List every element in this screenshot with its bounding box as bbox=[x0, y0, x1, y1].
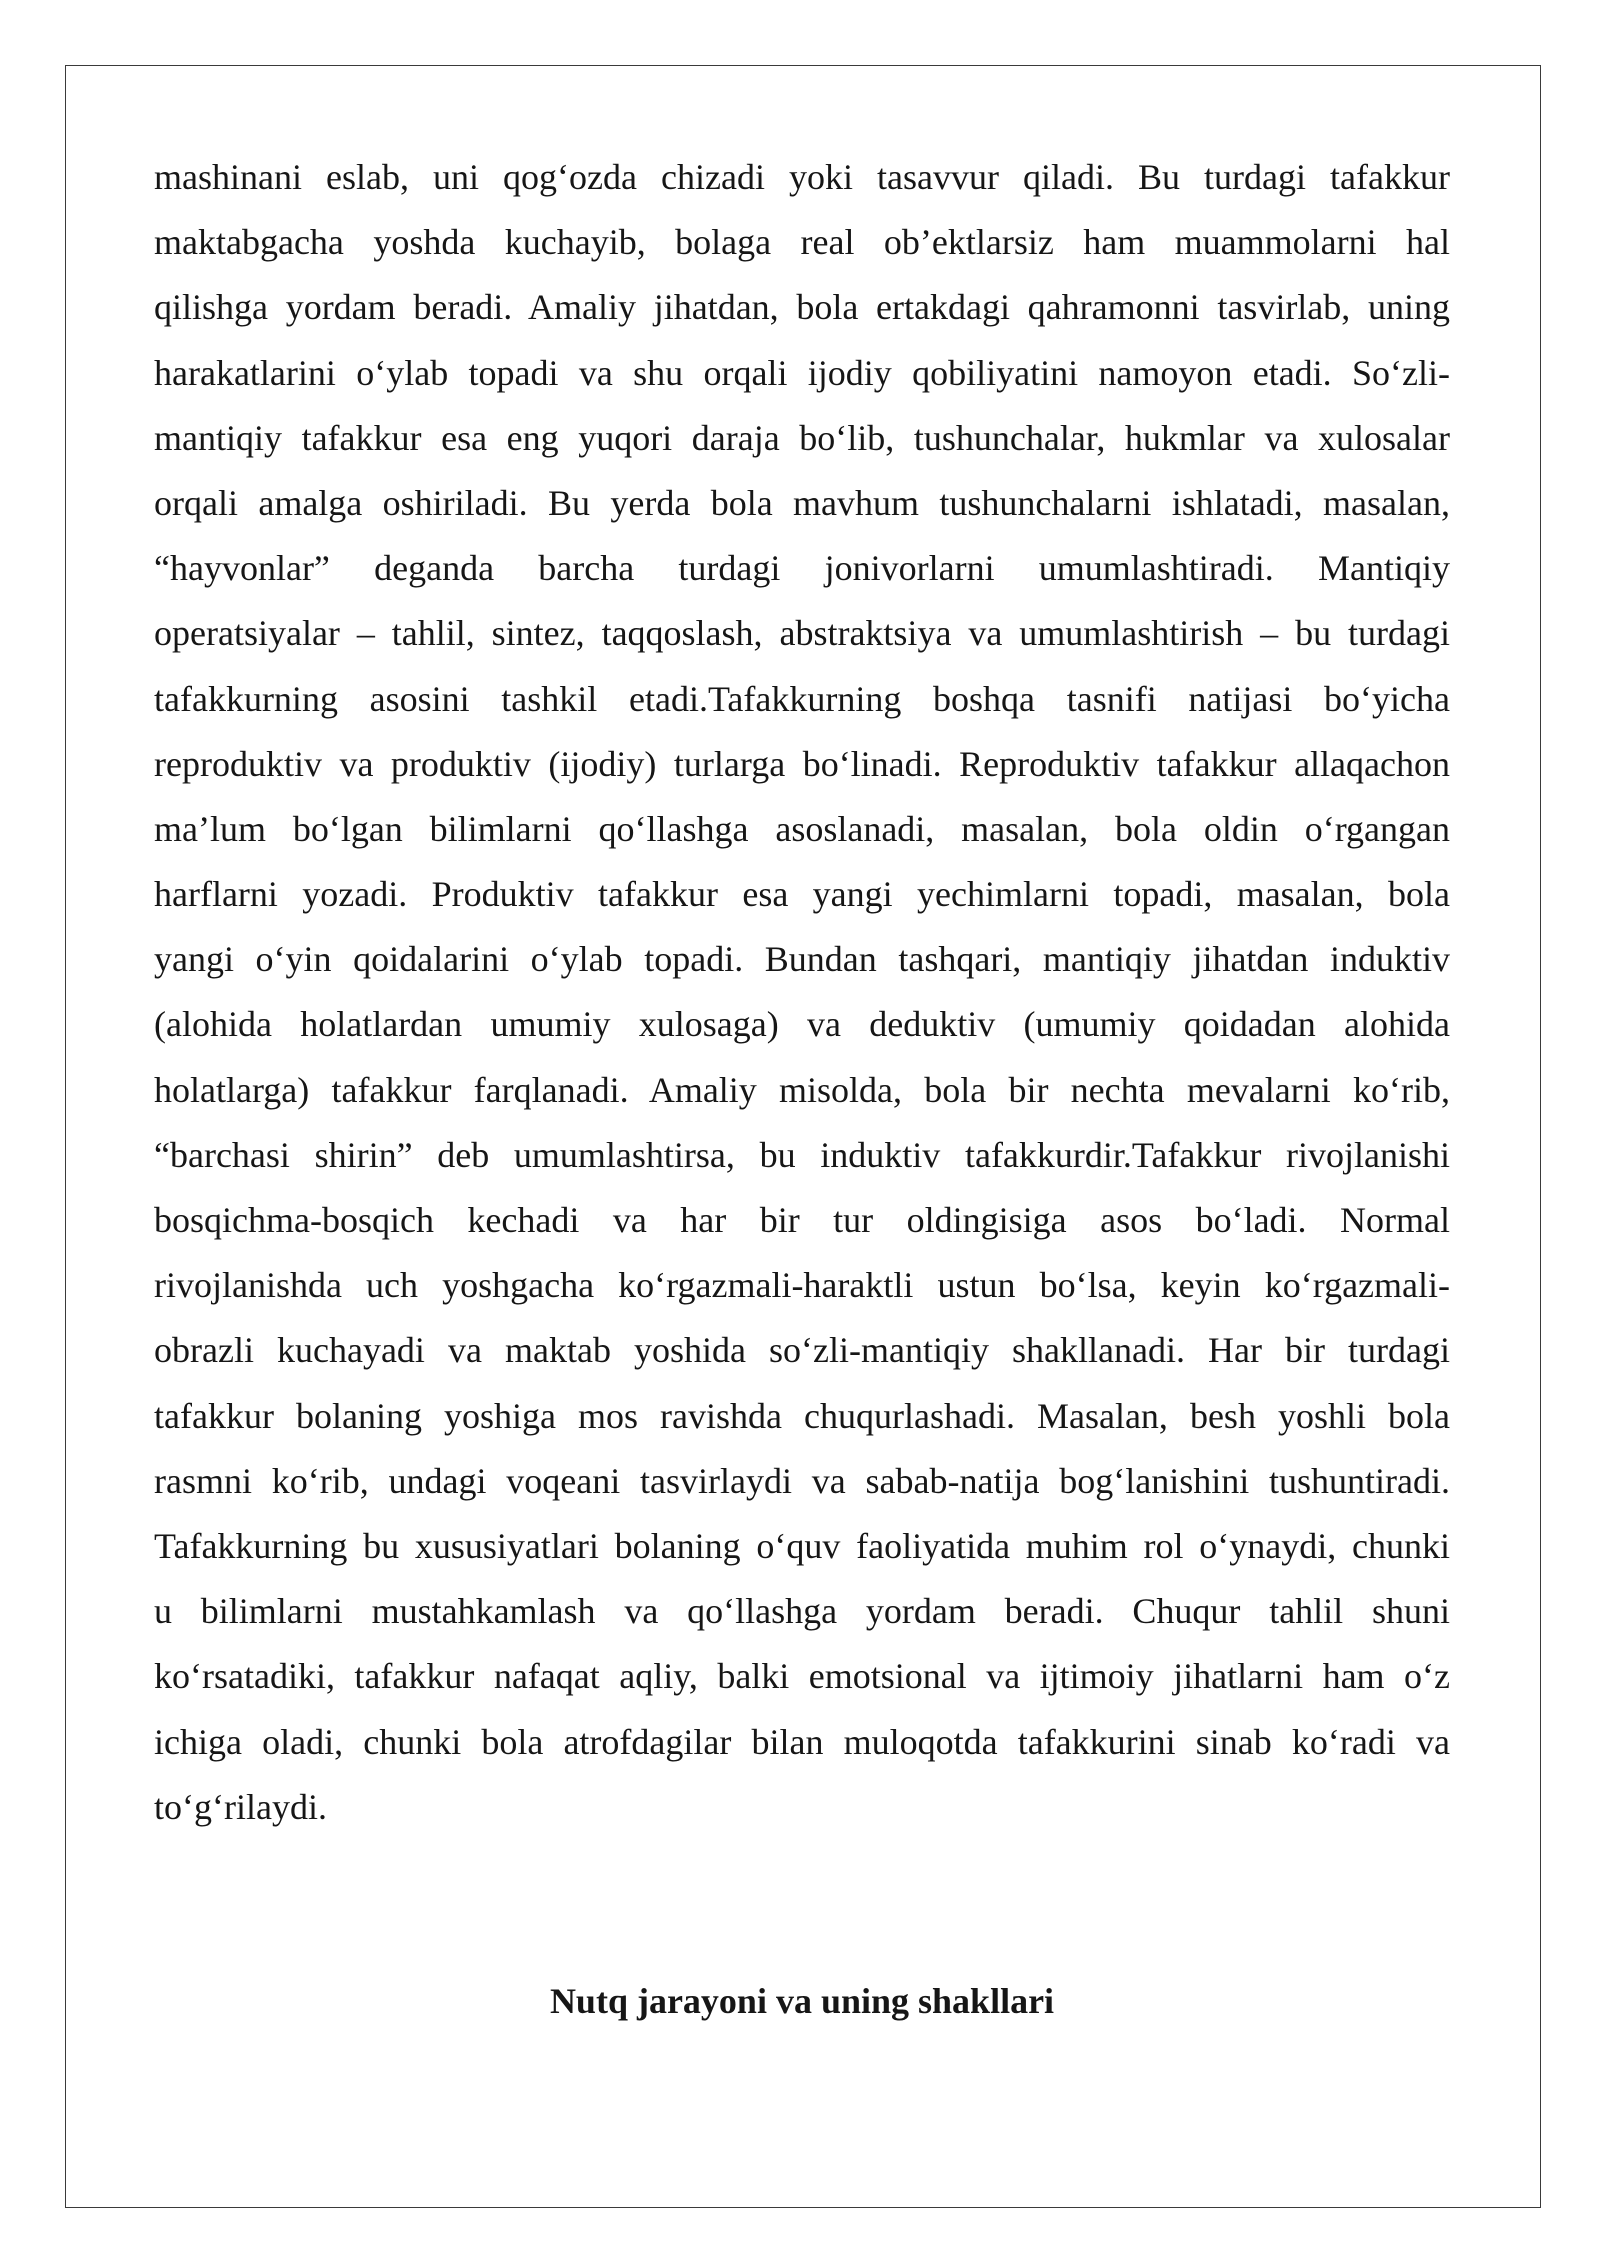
body-text-line: holatlarga) tafakkur farqlanadi. Amaliy misolda, bola bir nechta mevalarni koʻrib, bbox=[154, 1069, 1450, 1110]
body-text-line: harakatlarini oʻylab topadi va shu orqali ijodiy qobiliyatini namoyon etadi. Soʻzli- bbox=[154, 352, 1450, 393]
section-heading: Nutq jarayoni va uning shakllari bbox=[549, 1981, 1055, 2021]
body-text-line: rivojlanishda uch yoshgacha koʻrgazmali-haraktli ustun boʻlsa, keyin koʻrgazmali- bbox=[154, 1265, 1450, 1306]
body-text-line: operatsiyalar – tahlil, sintez, taqqoslash, abstraktsiya va umumlashtirish – bu turdagi bbox=[154, 613, 1450, 654]
body-text-line: harflarni yozadi. Produktiv tafakkur esa yangi yechimlarni topadi, masalan, bola bbox=[154, 874, 1450, 915]
body-text-line: (alohida holatlardan umumiy xulosaga) va deduktiv (umumiy qoidadan alohida bbox=[154, 1004, 1450, 1045]
body-text-line: ichiga oladi, chunki bola atrofdagilar bilan muloqotda tafakkurini sinab koʻradi va bbox=[154, 1721, 1450, 1762]
body-text-line: tafakkurning asosini tashkil etadi.Tafakkurning boshqa tasnifi natijasi boʻyicha bbox=[154, 678, 1450, 719]
body-text-line: rasmni koʻrib, undagi voqeani tasvirlaydi va sabab-natija bogʻlanishini tushuntiradi. bbox=[154, 1460, 1450, 1501]
body-text-line: koʻrsatadiki, tafakkur nafaqat aqliy, balki emotsional va ijtimoiy jihatlarni ham oʻz bbox=[154, 1656, 1450, 1697]
body-text-line: qilishga yordam beradi. Amaliy jihatdan, bola ertakdagi qahramonni tasvirlab, uning bbox=[154, 287, 1450, 328]
body-text-line: Tafakkurning bu xususiyatlari bolaning oʻquv faoliyatida muhim rol oʻynaydi, chunki bbox=[154, 1525, 1450, 1566]
body-text-line: obrazli kuchayadi va maktab yoshida soʻzli-mantiqiy shakllanadi. Har bir turdagi bbox=[154, 1330, 1450, 1371]
body-text-line: mantiqiy tafakkur esa eng yuqori daraja boʻlib, tushunchalar, hukmlar va xulosalar bbox=[154, 417, 1450, 458]
body-text-line: mashinani eslab, uni qogʻozda chizadi yoki tasavvur qiladi. Bu turdagi tafakkur bbox=[154, 157, 1450, 197]
body-text-line: tafakkur bolaning yoshiga mos ravishda chuqurlashadi. Masalan, besh yoshli bola bbox=[154, 1395, 1450, 1436]
body-text-line: yangi oʻyin qoidalarini oʻylab topadi. Bundan tashqari, mantiqiy jihatdan induktiv bbox=[154, 939, 1450, 980]
body-paragraph bbox=[154, 145, 1450, 1840]
body-text-line: “barchasi shirin” deb umumlashtirsa, bu induktiv tafakkurdir.Tafakkur rivojlanishi bbox=[154, 1134, 1450, 1175]
body-text-line: u bilimlarni mustahkamlash va qoʻllashga yordam beradi. Chuqur tahlil shuni bbox=[154, 1591, 1450, 1632]
body-text-line: ma’lum boʻlgan bilimlarni qoʻllashga asoslanadi, masalan, bola oldin oʻrgangan bbox=[154, 808, 1450, 849]
body-text-line-last: toʻgʻrilaydi. bbox=[154, 1786, 327, 1827]
body-text-line: “hayvonlar” deganda barcha turdagi jonivorlarni umumlashtiradi. Mantiqiy bbox=[154, 548, 1450, 589]
body-text-line: maktabgacha yoshda kuchayib, bolaga real ob’ektlarsiz ham muammolarni hal bbox=[154, 222, 1450, 263]
body-text-line: reproduktiv va produktiv (ijodiy) turlarga boʻlinadi. Reproduktiv tafakkur allaqachon bbox=[154, 743, 1450, 784]
body-text-line: orqali amalga oshiriladi. Bu yerda bola mavhum tushunchalarni ishlatadi, masalan, bbox=[154, 482, 1450, 523]
body-text-line: bosqichma-bosqich kechadi va har bir tur oldingisiga asos boʻladi. Normal bbox=[154, 1200, 1450, 1240]
